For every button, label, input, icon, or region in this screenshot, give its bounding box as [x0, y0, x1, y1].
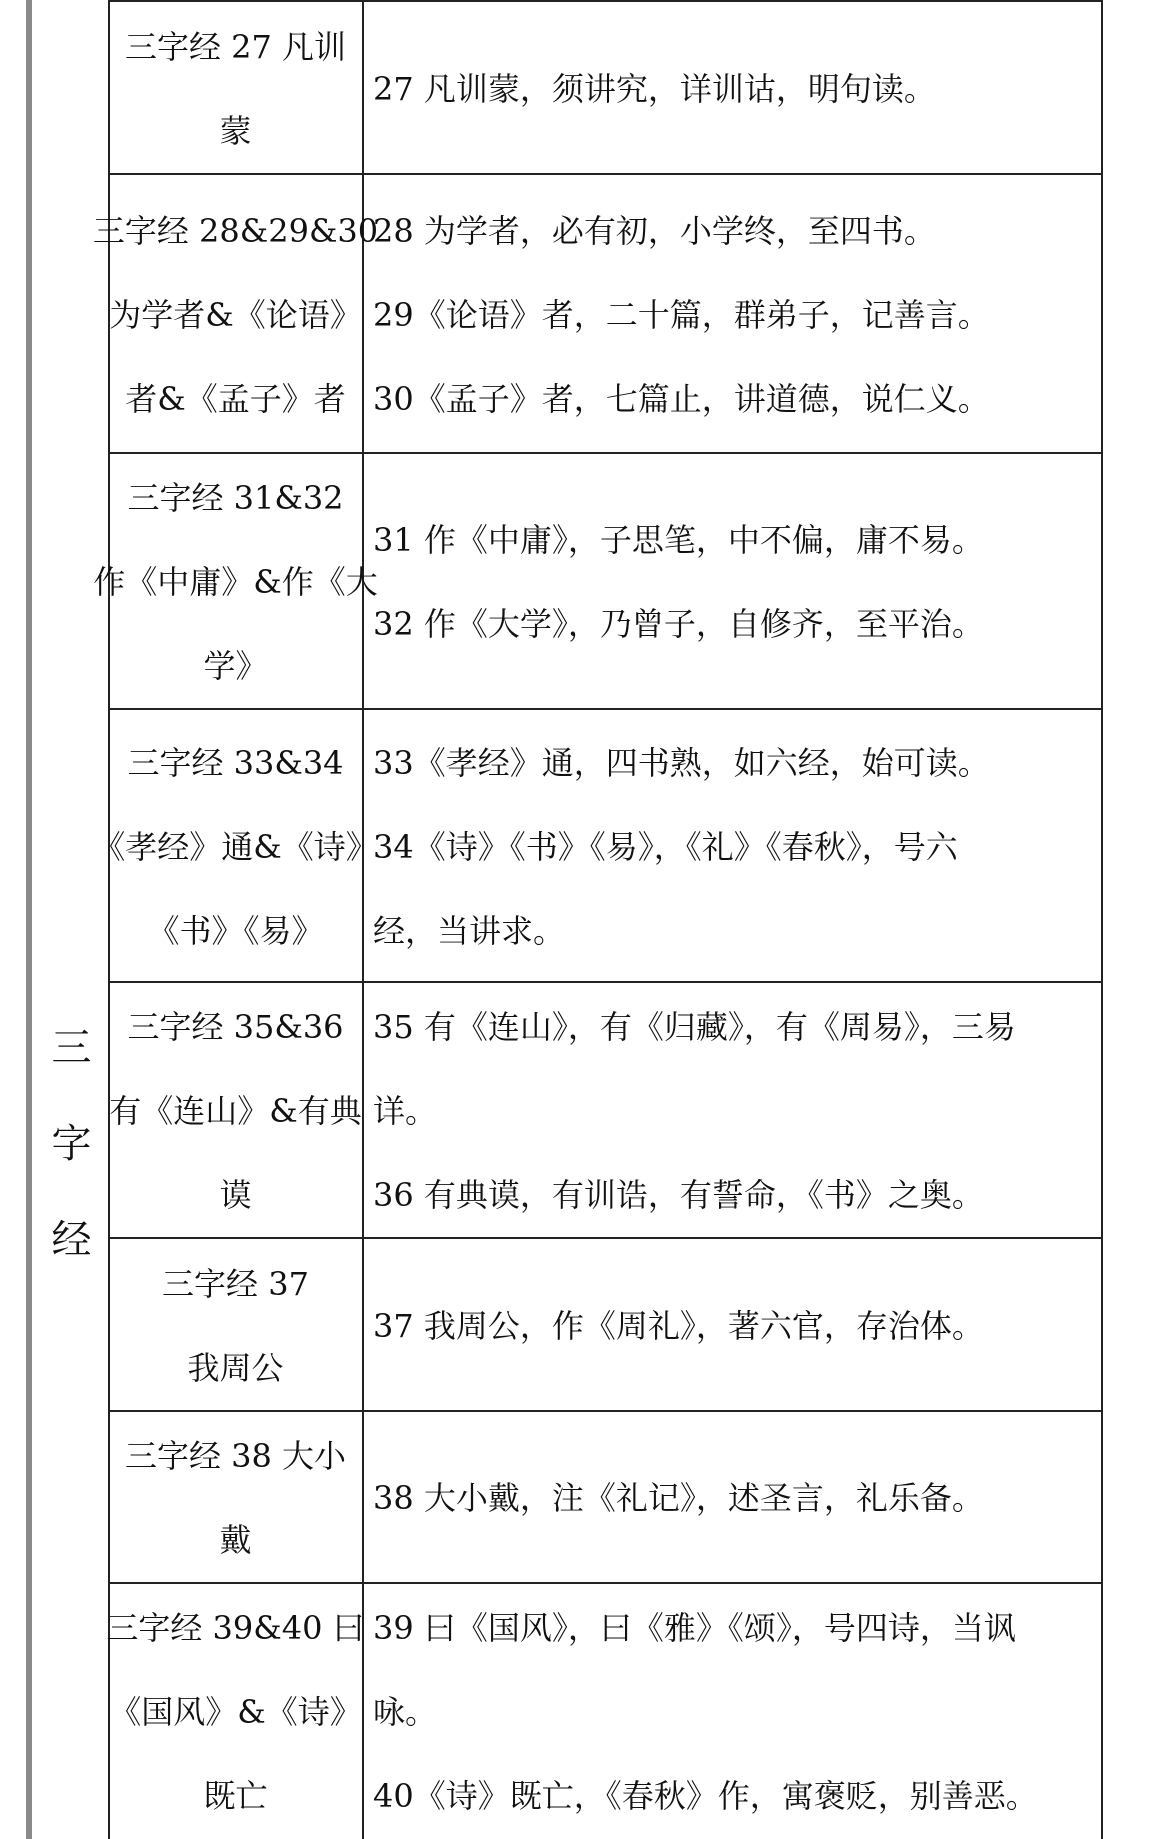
verse-line: 37 我周公，作《周礼》，著六官，存治体。	[373, 1306, 984, 1345]
verse-cell	[364, 1412, 1103, 1584]
table-row	[92, 173, 1103, 454]
lesson-title-line: 三字经 27 凡训	[124, 27, 347, 66]
verse-line: 咏。	[373, 1692, 438, 1731]
verse-cell	[364, 983, 1103, 1239]
lesson-title-cell	[93, 454, 378, 710]
verse-line: 28 为学者，必有初，小学终，至四书。	[373, 211, 936, 250]
table-row	[106, 1582, 1103, 1839]
table-left-edge	[26, 0, 32, 1839]
verse-line: 34《诗》《书》《易》，《礼》《春秋》，号六	[373, 827, 958, 866]
lesson-title-cell	[109, 983, 362, 1239]
table-row	[93, 708, 1103, 983]
lesson-title-line: 三字经 38 大小	[124, 1437, 347, 1475]
lesson-title-line: 三字经 33&34	[127, 743, 344, 782]
lesson-title-line: 为学者&《论语》	[109, 295, 362, 334]
category-char: 经	[51, 1217, 92, 1263]
lesson-title-line: 《孝经》通&《诗》	[93, 827, 378, 866]
category-label	[34, 1000, 109, 1288]
table-row	[93, 452, 1103, 710]
verse-cell	[364, 710, 1103, 983]
verse-line: 29《论语》者，二十篇，群弟子，记善言。	[373, 295, 990, 334]
verse-line: 32 作《大学》，乃曾子，自修齐，至平治。	[373, 605, 984, 643]
lesson-title-line: 既亡	[203, 1776, 268, 1815]
lesson-title-line: 三字经 28&29&30	[92, 211, 379, 250]
verse-line: 40《诗》既亡，《春秋》作，寓褒贬，别善恶。	[373, 1776, 1038, 1815]
verse-line: 33《孝经》通，四书熟，如六经，始可读。	[373, 743, 990, 782]
lesson-title-cell	[106, 1584, 365, 1839]
lesson-title-line: 《国风》&《诗》	[109, 1692, 362, 1731]
lesson-title-cell	[109, 2, 362, 175]
lesson-title-line: 我周公	[187, 1348, 284, 1387]
lesson-title-line: 谟	[219, 1176, 252, 1214]
lesson-title-line: 戴	[219, 1521, 252, 1559]
lesson-title-line: 学》	[203, 647, 268, 685]
category-char: 字	[51, 1121, 92, 1167]
lesson-title-line: 三字经 35&36	[127, 1008, 344, 1046]
verse-cell	[364, 1239, 1103, 1412]
verse-line: 27 凡训蒙，须讲究，详训诂，明句读。	[373, 69, 936, 108]
verse-line: 经，当讲求。	[373, 911, 566, 950]
verse-cell	[364, 1584, 1103, 1839]
verse-line: 38 大小戴，注《礼记》，述圣言，礼乐备。	[373, 1479, 984, 1517]
verse-cell	[364, 2, 1103, 175]
verse-line: 36 有典谟，有训诰，有誓命，《书》之奥。	[373, 1176, 984, 1214]
category-char: 三	[51, 1025, 92, 1071]
lesson-title-line: 蒙	[219, 111, 252, 150]
verse-line: 详。	[373, 1092, 438, 1130]
table-row	[109, 1410, 1103, 1584]
verse-line: 39 曰《国风》，曰《雅》《颂》，号四诗，当讽	[373, 1608, 1016, 1647]
lesson-title-cell	[92, 175, 379, 454]
lesson-title-line: 《书》《易》	[147, 911, 324, 950]
lesson-title-line: 有《连山》&有典	[109, 1092, 362, 1130]
lesson-title-line: 三字经 39&40 曰	[106, 1608, 365, 1647]
table-row	[109, 1237, 1103, 1412]
lesson-title-cell	[109, 1239, 362, 1412]
lesson-title-line: 作《中庸》&作《大	[93, 563, 378, 601]
lesson-title-line: 三字经 37	[162, 1264, 309, 1303]
verse-cell	[364, 175, 1103, 454]
table-row	[109, 0, 1103, 175]
table-row	[109, 981, 1103, 1239]
lesson-title-line: 三字经 31&32	[127, 479, 344, 517]
lesson-title-cell	[93, 710, 378, 983]
verse-line: 30《孟子》者，七篇止，讲道德，说仁义。	[373, 379, 990, 418]
lesson-title-line: 者&《孟子》者	[125, 379, 346, 418]
verse-cell	[364, 454, 1103, 710]
verse-line: 31 作《中庸》，子思笔，中不偏，庸不易。	[373, 521, 984, 559]
lesson-title-cell	[109, 1412, 362, 1584]
verse-line: 35 有《连山》，有《归藏》，有《周易》，三易	[373, 1008, 1016, 1046]
